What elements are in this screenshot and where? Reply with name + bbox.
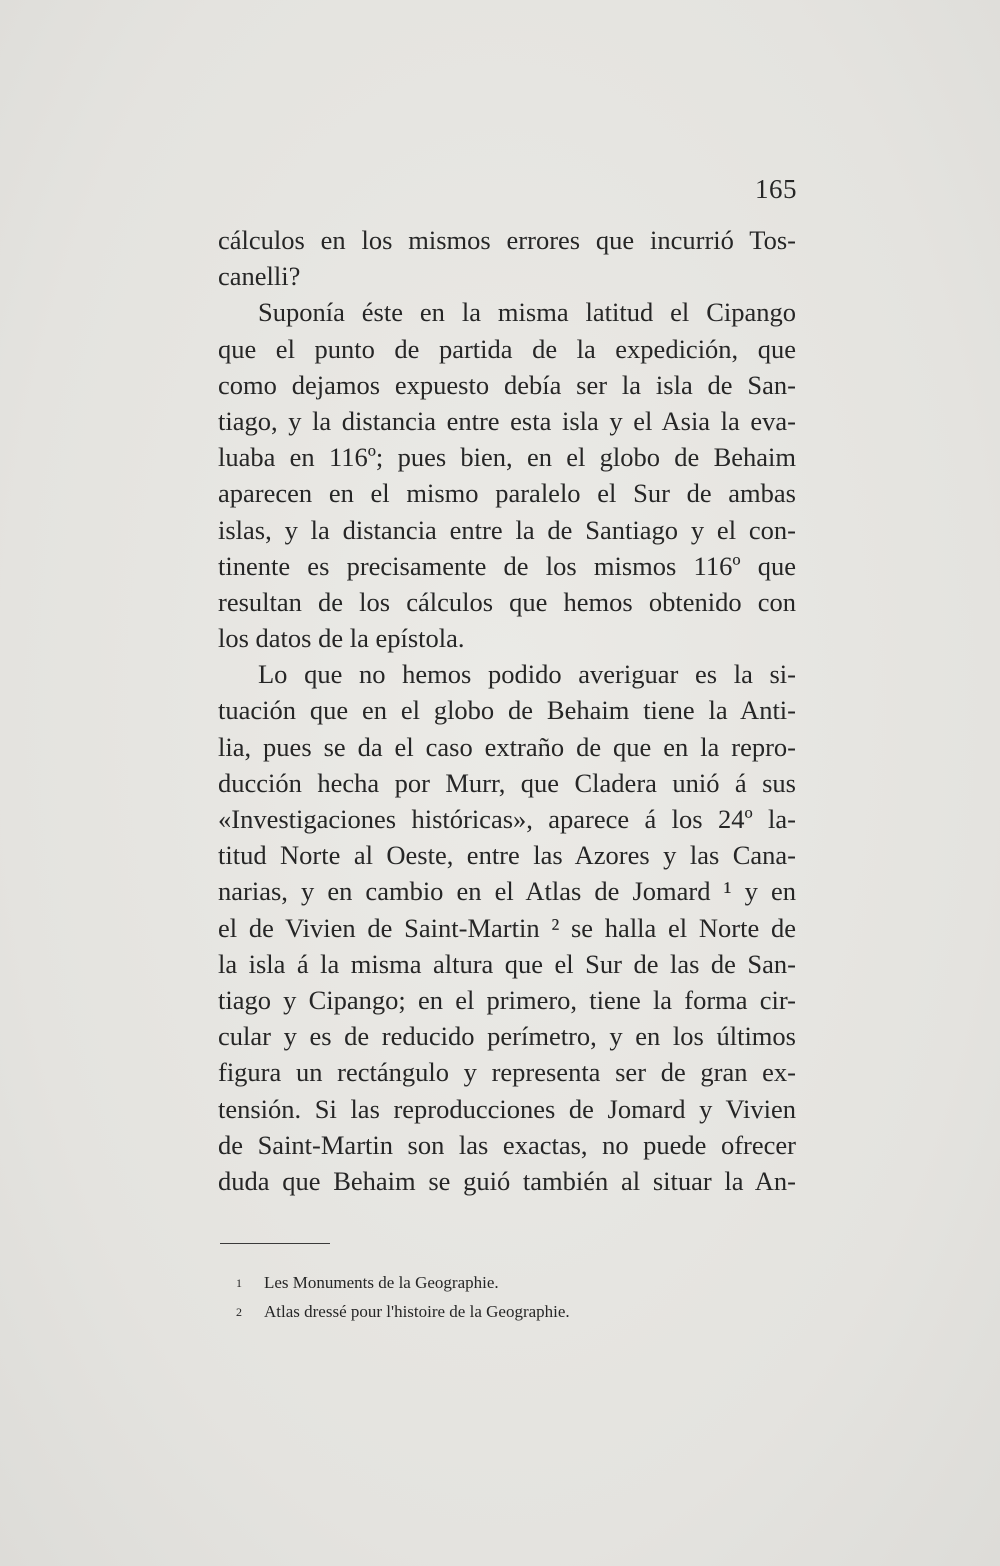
footnote-2 (236, 1297, 796, 1326)
footnote-marker: 1 (236, 1276, 242, 1290)
text-line: lia, pues se da el caso extraño de que en la repro- (218, 731, 796, 762)
text-line: tensión. Si las reproducciones de Jomard y Vivien (218, 1093, 796, 1124)
text-line: de Saint-Martin son las exactas, no puede ofrecer (218, 1129, 796, 1160)
text-line: luaba en 116º; pues bien, en el globo de Behaim (218, 442, 796, 473)
text-line: narias, y en cambio en el Atlas de Jomard ¹ y en (218, 876, 796, 907)
text-line: resultan de los cálculos que hemos obtenido con (218, 586, 796, 617)
text-line: tiago, y la distancia entre esta isla y el Asia la eva- (218, 405, 796, 436)
text-line: Suponía éste en la misma latitud el Cipango (258, 297, 796, 328)
text-line: duda que Behaim se guió también al situar la An- (218, 1165, 796, 1196)
text-line: que el punto de partida de la expedición, que (218, 333, 796, 364)
text-line: como dejamos expuesto debía ser la isla de San- (218, 369, 796, 400)
text-line: figura un rectángulo y representa ser de gran ex- (218, 1057, 796, 1088)
text-line: Lo que no hemos podido averiguar es la si- (258, 659, 796, 690)
page-number: 165 (755, 174, 797, 204)
footnote-text: Les Monuments de la Geographie. (264, 1273, 499, 1292)
footnotes (236, 1268, 796, 1326)
footnote-divider (220, 1243, 330, 1244)
body-text (218, 222, 796, 1199)
text-line: tiago y Cipango; en el primero, tiene la forma cir- (218, 984, 796, 1015)
footnote-1 (236, 1268, 796, 1297)
text-line: cular y es de reducido perímetro, y en los últimos (218, 1021, 796, 1052)
text-line: islas, y la distancia entre la de Santiago y el con- (218, 514, 796, 545)
text-line: cálculos en los mismos errores que incurrió Tos- (218, 225, 796, 255)
text-line: tinente es precisamente de los mismos 116º que (218, 550, 796, 581)
text-line: los datos de la epístola. (218, 623, 465, 654)
text-line: aparecen en el mismo paralelo el Sur de ambas (218, 478, 796, 509)
text-line: ducción hecha por Murr, que Cladera unió á sus (218, 767, 796, 798)
text-line: tuación que en el globo de Behaim tiene la Anti- (218, 695, 796, 726)
text-line: titud Norte al Oeste, entre las Azores y las Cana- (218, 840, 796, 871)
text-line: el de Vivien de Saint-Martin ² se halla el Norte de (218, 912, 796, 943)
text-line: «Investigaciones históricas», aparece á los 24º la- (218, 804, 796, 834)
footnote-text: Atlas dressé pour l'histoire de la Geographie. (264, 1302, 570, 1321)
text-line: canelli? (218, 261, 301, 292)
footnote-marker: 2 (236, 1305, 242, 1319)
text-line: la isla á la misma altura que el Sur de las de San- (218, 948, 796, 979)
